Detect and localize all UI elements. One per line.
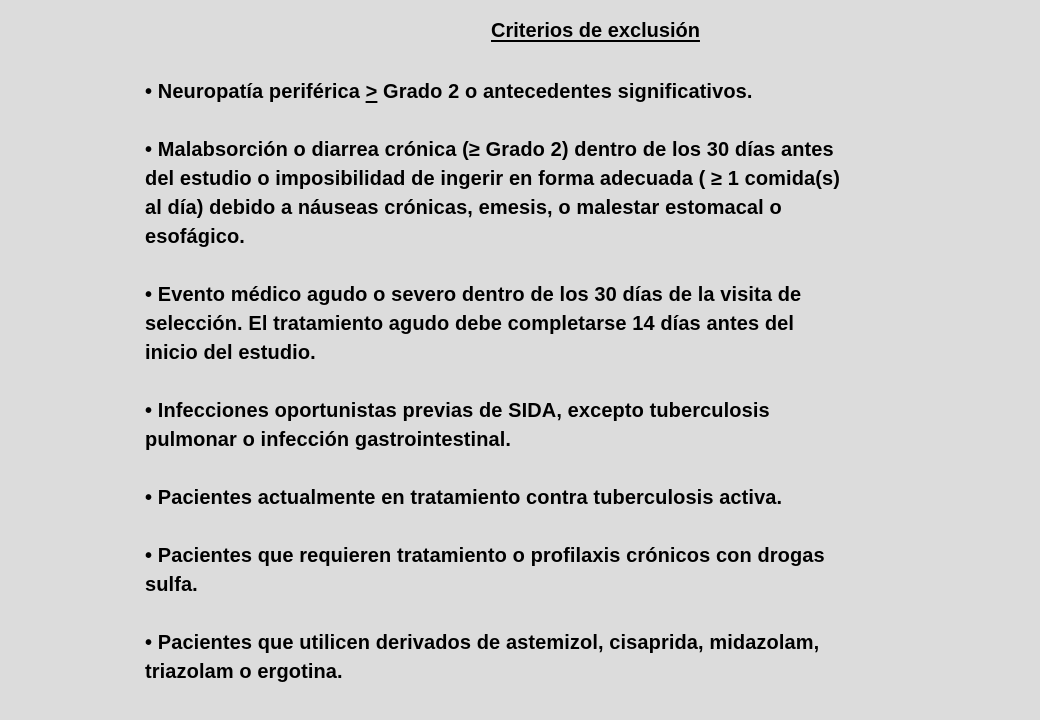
bullet-text: Grado 2 o antecedentes significativos.: [377, 81, 753, 103]
bullet-item-drug-derivatives: [145, 629, 1005, 687]
bullet-item-neuropathy: [145, 78, 1005, 107]
bullet-dot: •: [145, 139, 153, 161]
bullet-item-malabsorption: [145, 136, 1005, 252]
bullet-line: pulmonar o infección gastrointestinal.: [145, 429, 512, 451]
bullet-line: [145, 542, 1005, 571]
bullet-item-opportunistic-infections: [145, 397, 1005, 455]
bullet-text: Pacientes que utilicen derivados de astemizol, cisaprida, midazolam,: [157, 632, 820, 654]
bullet-item-sulfa-drugs: [145, 542, 1005, 600]
bullet-text: 1 comida(s): [722, 168, 840, 190]
bullet-text: Pacientes que requieren tratamiento o profilaxis crónicos con drogas: [157, 545, 825, 567]
greater-equal-symbol: ≥: [468, 139, 480, 161]
bullet-line: [145, 629, 1005, 658]
greater-equal-symbol: ≥: [711, 168, 723, 190]
bullet-line: inicio del estudio.: [145, 342, 316, 364]
bullet-text: del estudio o imposibilidad de ingerir en forma adecuada (: [145, 168, 711, 190]
exclusion-criteria-list: [145, 78, 1005, 716]
slide-title: Criterios de exclusión: [491, 20, 700, 42]
bullet-dot: •: [145, 284, 153, 306]
bullet-dot: •: [145, 400, 153, 422]
bullet-line: selección. El tratamiento agudo debe completarse 14 días antes del: [145, 313, 795, 335]
bullet-item-tuberculosis-treatment: [145, 484, 1005, 513]
bullet-line: [145, 165, 1005, 194]
underlined-symbol: >: [365, 81, 378, 103]
bullet-line: sulfa.: [145, 574, 198, 596]
bullet-dot: •: [145, 632, 153, 654]
bullet-text: Neuropatía periférica: [157, 81, 366, 103]
bullet-line: [145, 484, 1005, 513]
bullet-dot: •: [145, 81, 153, 103]
bullet-line: esofágico.: [145, 226, 245, 248]
bullet-line: [145, 136, 1005, 165]
bullet-text: Evento médico agudo o severo dentro de los 30 días de la visita de: [157, 284, 802, 306]
bullet-dot: •: [145, 545, 153, 567]
bullet-line: triazolam o ergotina.: [145, 661, 343, 683]
bullet-text: Pacientes actualmente en tratamiento contra tuberculosis activa.: [157, 487, 783, 509]
bullet-line: al día) debido a náuseas crónicas, emesis, o malestar estomacal o: [145, 197, 782, 219]
bullet-line: [145, 78, 1005, 107]
bullet-text: Malabsorción o diarrea crónica (: [157, 139, 469, 161]
bullet-dot: •: [145, 487, 153, 509]
bullet-item-acute-event: [145, 281, 1005, 368]
bullet-text: Grado 2) dentro de los 30 días antes: [479, 139, 834, 161]
bullet-text: Infecciones oportunistas previas de SIDA, excepto tuberculosis: [157, 400, 770, 422]
bullet-line: [145, 281, 1005, 310]
bullet-line: [145, 397, 1005, 426]
